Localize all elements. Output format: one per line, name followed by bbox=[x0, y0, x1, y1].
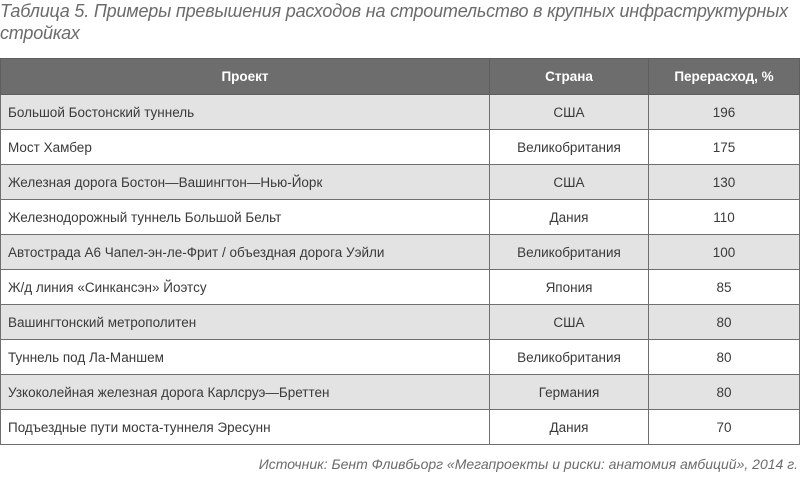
cell-overrun: 110 bbox=[649, 200, 800, 235]
cell-country: Дания bbox=[490, 410, 649, 445]
table-caption bbox=[0, 0, 790, 44]
table-row bbox=[1, 235, 800, 270]
cell-overrun: 100 bbox=[649, 235, 800, 270]
table-row bbox=[1, 375, 800, 410]
table-row bbox=[1, 270, 800, 305]
cell-country: Великобритания bbox=[490, 235, 649, 270]
cell-project: Мост Хамбер bbox=[1, 130, 490, 165]
cell-country: США bbox=[490, 305, 649, 340]
overrun-table bbox=[0, 58, 800, 445]
header-country: Страна bbox=[490, 59, 649, 95]
table-row bbox=[1, 340, 800, 375]
table-row bbox=[1, 130, 800, 165]
table-header-row bbox=[1, 59, 800, 95]
cell-overrun: 80 bbox=[649, 375, 800, 410]
caption-label: Таблица 5. bbox=[0, 1, 90, 21]
cell-overrun: 130 bbox=[649, 165, 800, 200]
cell-overrun: 80 bbox=[649, 305, 800, 340]
source-note: Источник: Бент Фливбьорг «Мегапроекты и риски: анатомия амбиций», 2014 г. bbox=[258, 456, 798, 472]
table-row bbox=[1, 200, 800, 235]
cell-country: Германия bbox=[490, 375, 649, 410]
table-row bbox=[1, 95, 800, 130]
cell-country: Япония bbox=[490, 270, 649, 305]
table-row bbox=[1, 410, 800, 445]
cell-project: Железная дорога Бостон—Вашингтон—Нью-Йорк bbox=[1, 165, 490, 200]
cell-overrun: 175 bbox=[649, 130, 800, 165]
cell-country: Дания bbox=[490, 200, 649, 235]
cell-overrun: 196 bbox=[649, 95, 800, 130]
cell-project: Автострада А6 Чапел-эн-ле-Фрит / объездная дорога Уэйли bbox=[1, 235, 490, 270]
table-row bbox=[1, 165, 800, 200]
cell-overrun: 80 bbox=[649, 340, 800, 375]
cell-country: Великобритания bbox=[490, 130, 649, 165]
cell-project: Узкоколейная железная дорога Карлсруэ—Бреттен bbox=[1, 375, 490, 410]
cell-overrun: 70 bbox=[649, 410, 800, 445]
cell-project: Большой Бостонский туннель bbox=[1, 95, 490, 130]
cell-project: Туннель под Ла-Маншем bbox=[1, 340, 490, 375]
cell-project: Подъездные пути моста-туннеля Эресунн bbox=[1, 410, 490, 445]
cell-country: США bbox=[490, 165, 649, 200]
cell-project: Ж/д линия «Синкансэн» Йоэтсу bbox=[1, 270, 490, 305]
header-overrun: Перерасход, % bbox=[649, 59, 800, 95]
cell-country: Великобритания bbox=[490, 340, 649, 375]
table-row bbox=[1, 305, 800, 340]
cell-project: Железнодорожный туннель Большой Бельт bbox=[1, 200, 490, 235]
caption-text: Примеры превышения расходов на строительство в крупных инфраструктурных стройках bbox=[0, 1, 788, 43]
header-project: Проект bbox=[1, 59, 490, 95]
overrun-table-container bbox=[0, 58, 799, 445]
cell-overrun: 85 bbox=[649, 270, 800, 305]
cell-project: Вашингтонский метрополитен bbox=[1, 305, 490, 340]
cell-country: США bbox=[490, 95, 649, 130]
